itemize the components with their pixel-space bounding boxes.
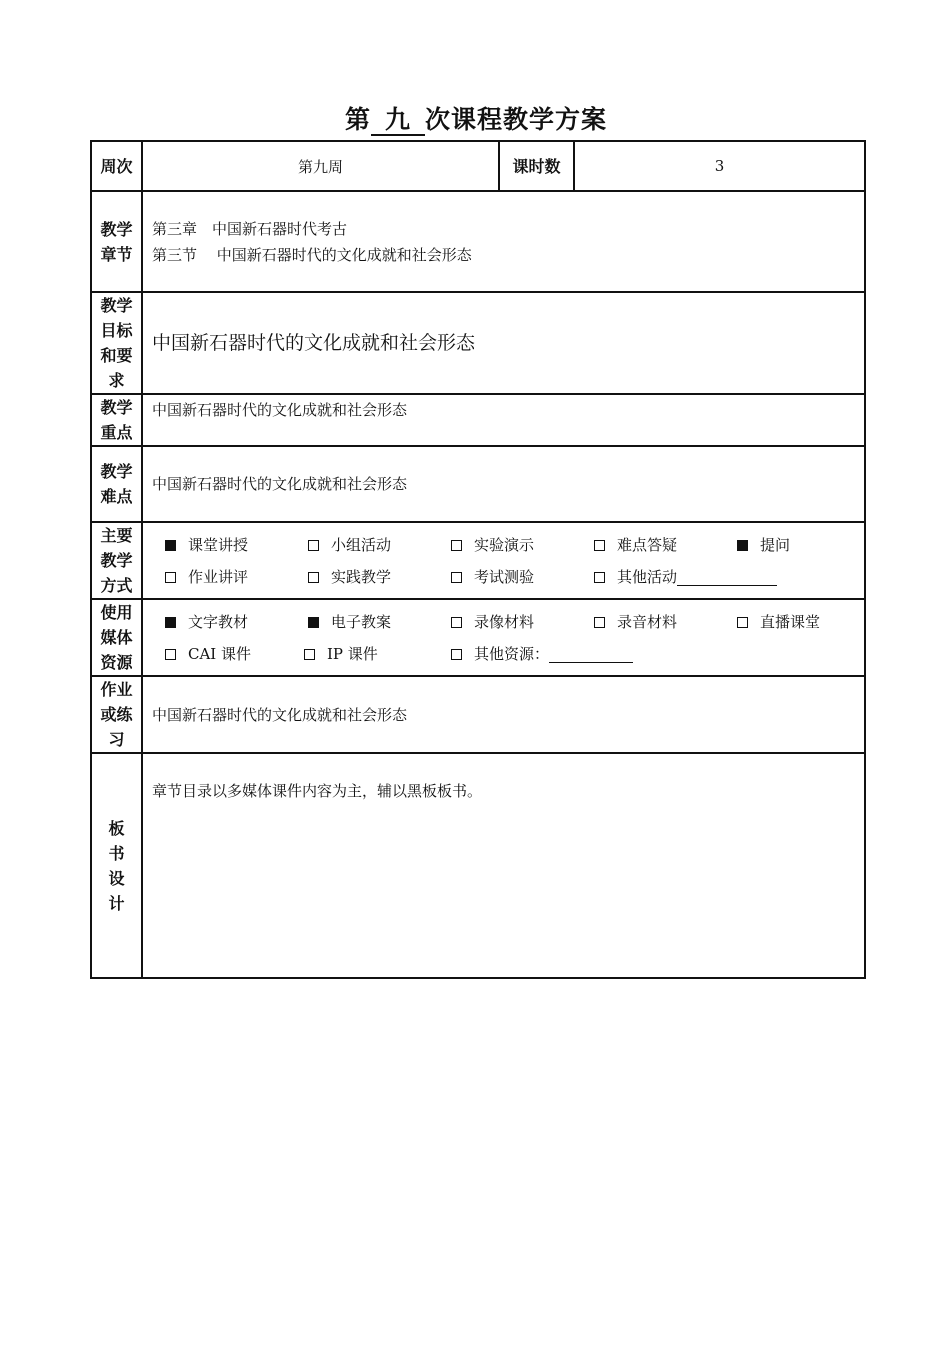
- option-video[interactable]: [451, 611, 594, 632]
- option-label: 电子教案: [331, 613, 392, 631]
- hours-label: 课时数: [499, 141, 574, 191]
- difficulty-content: 中国新石器时代的文化成就和社会形态: [142, 446, 865, 522]
- goal-label: [91, 292, 142, 394]
- difficulty-label-line: 难点: [100, 487, 133, 506]
- media-label-line: 使用: [100, 603, 133, 622]
- homework-label: [91, 676, 142, 753]
- board-label-line: 书: [108, 843, 125, 863]
- week-value: 第九周: [142, 141, 499, 191]
- section-title: 第三节 中国新石器时代的文化成就和社会形态: [152, 245, 472, 264]
- option-label: IP 课件: [327, 645, 378, 663]
- option-label: 文字教材: [188, 613, 249, 631]
- homework-label-line: 或练: [100, 705, 133, 724]
- chapter-row: [91, 191, 865, 292]
- option-label: 提问: [760, 536, 791, 554]
- media-label-line: 媒体: [100, 628, 133, 647]
- option-label: 其他资源：: [474, 645, 550, 663]
- difficulty-label: [91, 446, 142, 522]
- goal-label-line: 求: [108, 371, 125, 390]
- methods-row: [91, 522, 865, 599]
- media-options: [142, 599, 865, 676]
- option-label: CAI 课件: [188, 645, 252, 663]
- option-label: 录像材料: [474, 613, 535, 631]
- option-lecture[interactable]: [165, 534, 308, 555]
- key-label: [91, 394, 142, 446]
- option-other-resources[interactable]: [451, 643, 633, 664]
- option-questions[interactable]: [737, 534, 790, 555]
- option-group-activity[interactable]: [308, 534, 451, 555]
- checkbox-icon[interactable]: [451, 540, 462, 551]
- option-other-activity[interactable]: [594, 566, 777, 587]
- goal-content: 中国新石器时代的文化成就和社会形态: [142, 292, 865, 394]
- title-suffix: 次课程教学方案: [425, 105, 608, 134]
- option-exam[interactable]: [451, 566, 594, 587]
- option-label: 实践教学: [331, 568, 392, 586]
- hours-value: 3: [574, 141, 865, 191]
- key-label-line: 教学: [100, 398, 133, 417]
- board-content: 章节目录以多媒体课件内容为主，辅以黑板板书。: [142, 753, 865, 978]
- option-label: 课堂讲授: [188, 536, 249, 554]
- checkbox-checked-icon[interactable]: [165, 617, 176, 628]
- lesson-plan-table: [90, 140, 866, 979]
- methods-options: [142, 522, 865, 599]
- methods-label-line: 教学: [100, 551, 133, 570]
- goal-label-line: 和要: [100, 346, 133, 365]
- board-row: [91, 753, 865, 978]
- option-practice[interactable]: [308, 566, 451, 587]
- week-label: 周次: [91, 141, 142, 191]
- chapter-content: [142, 191, 865, 292]
- key-content: 中国新石器时代的文化成就和社会形态: [142, 394, 865, 446]
- checkbox-icon[interactable]: [451, 617, 462, 628]
- key-row: [91, 394, 865, 446]
- option-label: 考试测验: [474, 568, 535, 586]
- other-activity-blank[interactable]: [677, 569, 777, 586]
- option-label: 直播课堂: [760, 613, 821, 631]
- chapter-label-line: 章节: [100, 244, 133, 264]
- difficulty-label-line: 教学: [100, 462, 133, 481]
- checkbox-icon[interactable]: [165, 572, 176, 583]
- board-label: [91, 753, 142, 978]
- checkbox-icon[interactable]: [594, 572, 605, 583]
- board-label-line: 计: [108, 893, 125, 913]
- option-experiment[interactable]: [451, 534, 594, 555]
- option-homework-review[interactable]: [165, 566, 308, 587]
- board-label-line: 设: [108, 868, 125, 888]
- page-title: [0, 100, 952, 136]
- chapter-label: [91, 191, 142, 292]
- chapter-title: 第三章 中国新石器时代考古: [152, 219, 348, 238]
- option-audio[interactable]: [594, 611, 737, 632]
- title-number: 九: [371, 106, 425, 136]
- option-cai[interactable]: [165, 643, 304, 664]
- checkbox-icon[interactable]: [451, 572, 462, 583]
- option-label: 小组活动: [331, 536, 392, 554]
- difficulty-row: [91, 446, 865, 522]
- homework-label-line: 习: [108, 730, 125, 749]
- methods-label: [91, 522, 142, 599]
- checkbox-checked-icon[interactable]: [165, 540, 176, 551]
- goal-label-line: 教学: [100, 296, 133, 315]
- board-label-line: 板: [108, 818, 125, 838]
- checkbox-checked-icon[interactable]: [308, 617, 319, 628]
- checkbox-icon[interactable]: [594, 617, 605, 628]
- media-row: [91, 599, 865, 676]
- checkbox-icon[interactable]: [308, 572, 319, 583]
- option-label: 难点答疑: [617, 536, 678, 554]
- title-prefix: 第: [344, 105, 371, 134]
- checkbox-icon[interactable]: [737, 617, 748, 628]
- option-text-materials[interactable]: [165, 611, 308, 632]
- media-label: [91, 599, 142, 676]
- other-resources-blank[interactable]: [549, 646, 633, 663]
- checkbox-icon[interactable]: [304, 649, 315, 660]
- homework-row: [91, 676, 865, 753]
- chapter-label-line: 教学: [100, 219, 133, 239]
- option-live-class[interactable]: [737, 611, 820, 632]
- option-ip[interactable]: [304, 643, 451, 664]
- checkbox-checked-icon[interactable]: [737, 540, 748, 551]
- methods-label-line: 方式: [100, 576, 133, 595]
- option-label: 其他活动: [617, 568, 678, 586]
- week-row: [91, 141, 865, 191]
- checkbox-icon[interactable]: [451, 649, 462, 660]
- goal-label-line: 目标: [100, 321, 133, 340]
- option-e-lesson-plan[interactable]: [308, 611, 451, 632]
- option-qa[interactable]: [594, 534, 737, 555]
- checkbox-icon[interactable]: [165, 649, 176, 660]
- media-label-line: 资源: [100, 653, 133, 672]
- methods-label-line: 主要: [100, 526, 133, 545]
- checkbox-icon[interactable]: [308, 540, 319, 551]
- goal-row: [91, 292, 865, 394]
- key-label-line: 重点: [100, 423, 133, 442]
- homework-content: 中国新石器时代的文化成就和社会形态: [142, 676, 865, 753]
- checkbox-icon[interactable]: [594, 540, 605, 551]
- homework-label-line: 作业: [100, 680, 133, 699]
- option-label: 实验演示: [474, 536, 535, 554]
- option-label: 作业讲评: [188, 568, 249, 586]
- option-label: 录音材料: [617, 613, 678, 631]
